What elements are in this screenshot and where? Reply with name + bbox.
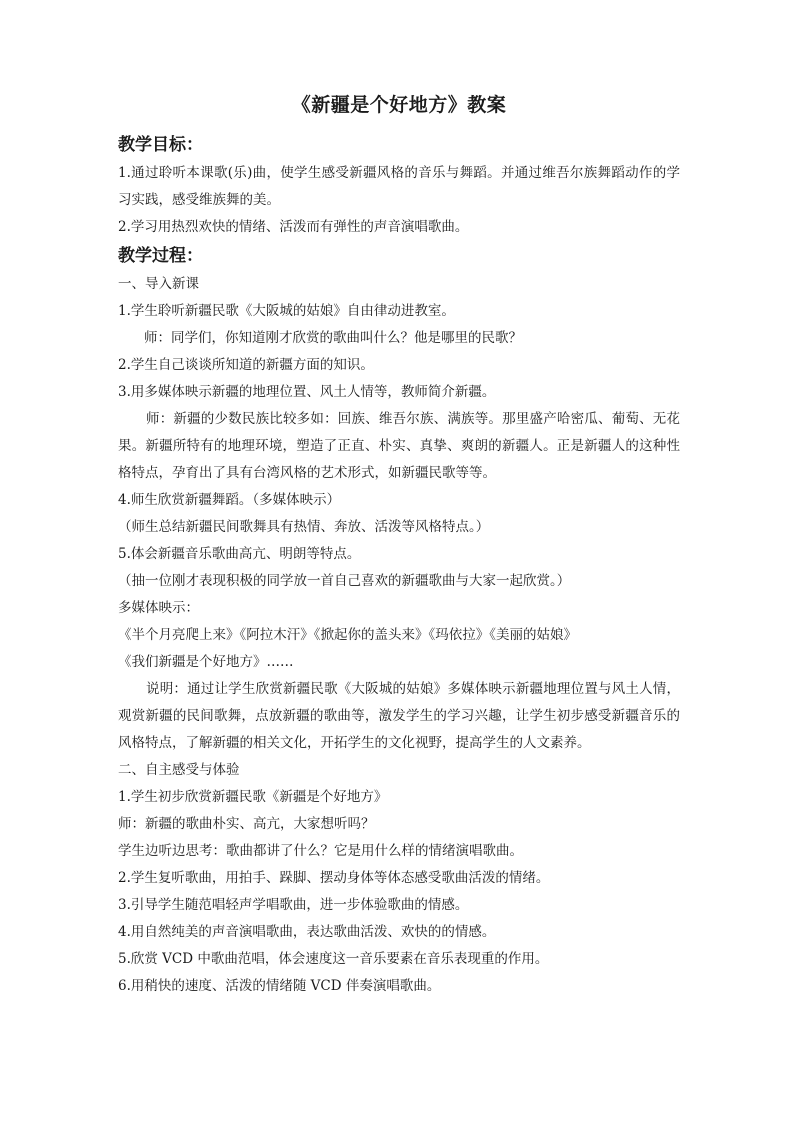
section-heading-1: 一、导入新课 — [118, 276, 199, 292]
s1-note-5: （抽一位刚才表现积极的同学放一首自己喜欢的新疆歌曲与大家一起欣赏。） — [118, 573, 571, 589]
s2-item-1: 1.学生初步欣赏新疆民歌《新疆是个好地方》 — [118, 789, 388, 805]
s1-media-label: 多媒体映示： — [118, 600, 199, 616]
goals-heading: 教学目标： — [118, 135, 203, 155]
s1-item-3: 3.用多媒体映示新疆的地理位置、风土人情等，教师简介新疆。 — [118, 384, 496, 400]
s2-item-4: 4.用自然纯美的声音演唱歌曲，表达歌曲活泼、欢快的的情感。 — [118, 924, 496, 940]
process-heading: 教学过程： — [118, 246, 203, 266]
s1-media-list-line-1: 《半个月亮爬上来》《阿拉木汗》《掀起你的盖头来》《玛依拉》《美丽的姑娘》 — [118, 627, 577, 643]
s1-media-list-line-2: 《我们新疆是个好地方》…… — [118, 654, 294, 670]
s2-item-5: 5.欣赏 VCD 中歌曲范唱，体会速度这一音乐要素在音乐表现重的作用。 — [118, 951, 549, 967]
s2-item-6: 6.用稍快的速度、活泼的情绪随 VCD 伴奏演唱歌曲。 — [118, 978, 441, 994]
s1-item-1: 1.学生聆听新疆民歌《大阪城的姑娘》自由律动进教室。 — [118, 303, 455, 319]
section-heading-2: 二、自主感受与体验 — [118, 762, 240, 778]
s1-item-4: 4.师生欣赏新疆舞蹈。（多媒体映示） — [118, 492, 341, 508]
s1-note-4: （师生总结新疆民间歌舞具有热情、奔放、活泼等风格特点。） — [118, 519, 490, 535]
s1-teacher-paragraph: 师：新疆的少数民族比较多如：回族、维吾尔族、满族等。那里盛产哈密瓜、葡萄、无花果。新疆所特有的地理环境，塑造了正直、朴实、真挚、爽朗的新疆人。正是新疆人的这种性格特点，孕育出了具有台湾风格的艺术形式，如新疆民歌等等。 — [118, 411, 680, 481]
s2-item-3: 3.引导学生随范唱轻声学唱歌曲，进一步体验歌曲的情感。 — [118, 897, 469, 913]
s2-teacher-line-1: 师：新疆的歌曲朴实、高亢，大家想听吗？ — [118, 816, 375, 832]
s1-teacher-line-1: 师：同学们，你知道刚才欣赏的歌曲叫什么？他是哪里的民歌？ — [144, 330, 522, 346]
s1-explanation: 说明：通过让学生欣赏新疆民歌《大阪城的姑娘》多媒体映示新疆地理位置与风土人情，观赏新疆的民间歌舞，点放新疆的歌曲等，激发学生的学习兴趣，让学生初步感受新疆音乐的风格特点，了解新疆的相关文化，开拓学生的文化视野，提高学生的人文素养。 — [118, 681, 680, 751]
s2-item-2: 2.学生复听歌曲，用拍手、跺脚、摆动身体等体态感受歌曲活泼的情绪。 — [118, 870, 550, 886]
page-title: 《新疆是个好地方》教案 — [291, 94, 507, 116]
s1-item-5: 5.体会新疆音乐歌曲高亢、明朗等特点。 — [118, 546, 361, 562]
goal-item-2: 2.学习用热烈欢快的情绪、活泼而有弹性的声音演唱歌曲。 — [118, 219, 469, 235]
s1-item-2: 2.学生自己谈谈所知道的新疆方面的知识。 — [118, 357, 374, 373]
s2-student-line-1: 学生边听边思考：歌曲都讲了什么？它是用什么样的情绪演唱歌曲。 — [118, 843, 523, 859]
goal-item-1: 1.通过聆听本课歌(乐)曲，使学生感受新疆风格的音乐与舞蹈。并通过维吾尔族舞蹈动作的学习实践，感受维族舞的美。 — [118, 165, 680, 208]
